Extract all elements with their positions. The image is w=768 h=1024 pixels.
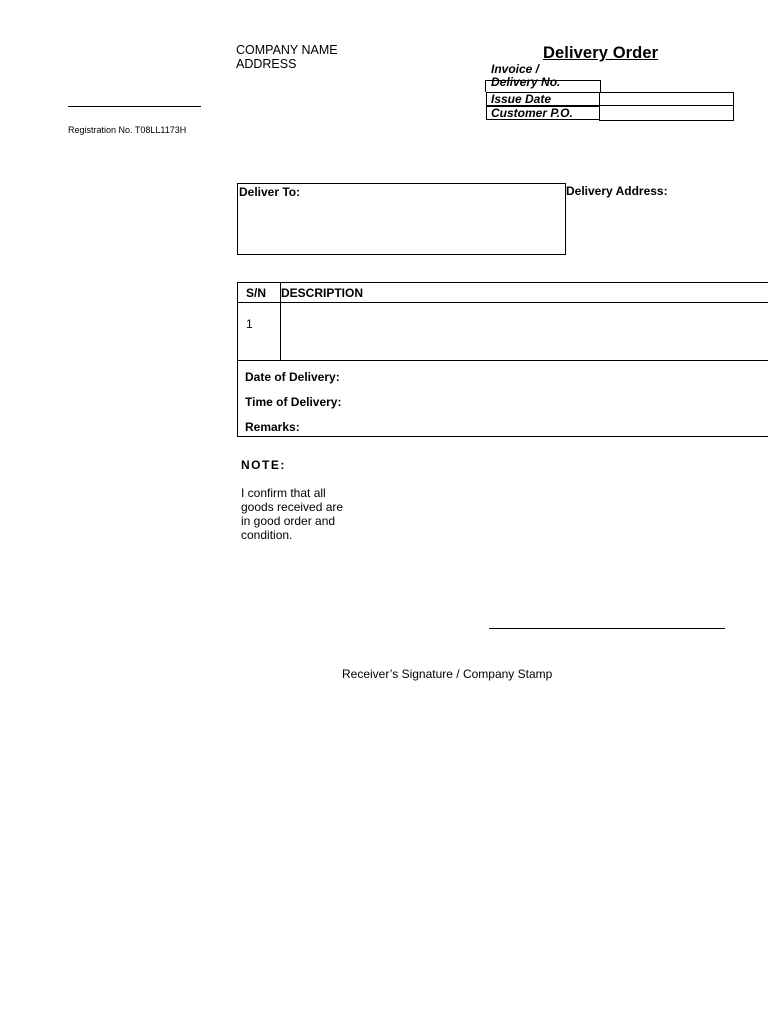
invoice-number-box (485, 80, 601, 92)
note-body: I confirm that all goods received are in good order and condition. (241, 486, 344, 542)
customer-po-label: Customer P.O. (491, 106, 573, 120)
signature-label: Receiver’s Signature / Company Stamp (342, 667, 553, 681)
customer-po-value-cell[interactable] (599, 106, 734, 121)
company-name: COMPANY NAME (236, 43, 338, 57)
customer-po-label-cell (486, 106, 600, 120)
remarks-label: Remarks: (245, 420, 300, 434)
column-header-sn: S/N (246, 286, 267, 300)
note-heading: NOTE: (241, 458, 286, 472)
issue-date-label: Issue Date (491, 92, 552, 106)
items-table (237, 282, 768, 437)
column-header-description: DESCRIPTION (281, 286, 364, 300)
registration-rule (68, 106, 201, 107)
invoice-label-line1: Invoice / (491, 62, 540, 76)
time-of-delivery-label: Time of Delivery: (245, 395, 342, 409)
deliver-to-label: Deliver To: (239, 185, 301, 199)
document-title: Delivery Order (543, 44, 659, 62)
registration-number: Registration No. T08LL1173H (68, 125, 187, 135)
issue-date-value-cell[interactable] (599, 92, 734, 106)
table-body-rule (238, 360, 768, 361)
issue-date-label-cell (486, 92, 600, 106)
table-row-sn: 1 (246, 317, 253, 331)
table-header-rule (238, 302, 768, 303)
delivery-address-label: Delivery Address: (566, 184, 668, 198)
invoice-label-line2: Delivery No. (491, 75, 561, 89)
date-of-delivery-label: Date of Delivery: (245, 370, 340, 384)
signature-line (489, 628, 725, 629)
company-block (236, 43, 338, 71)
deliver-to-box[interactable] (237, 183, 566, 255)
company-address: ADDRESS (236, 57, 297, 71)
